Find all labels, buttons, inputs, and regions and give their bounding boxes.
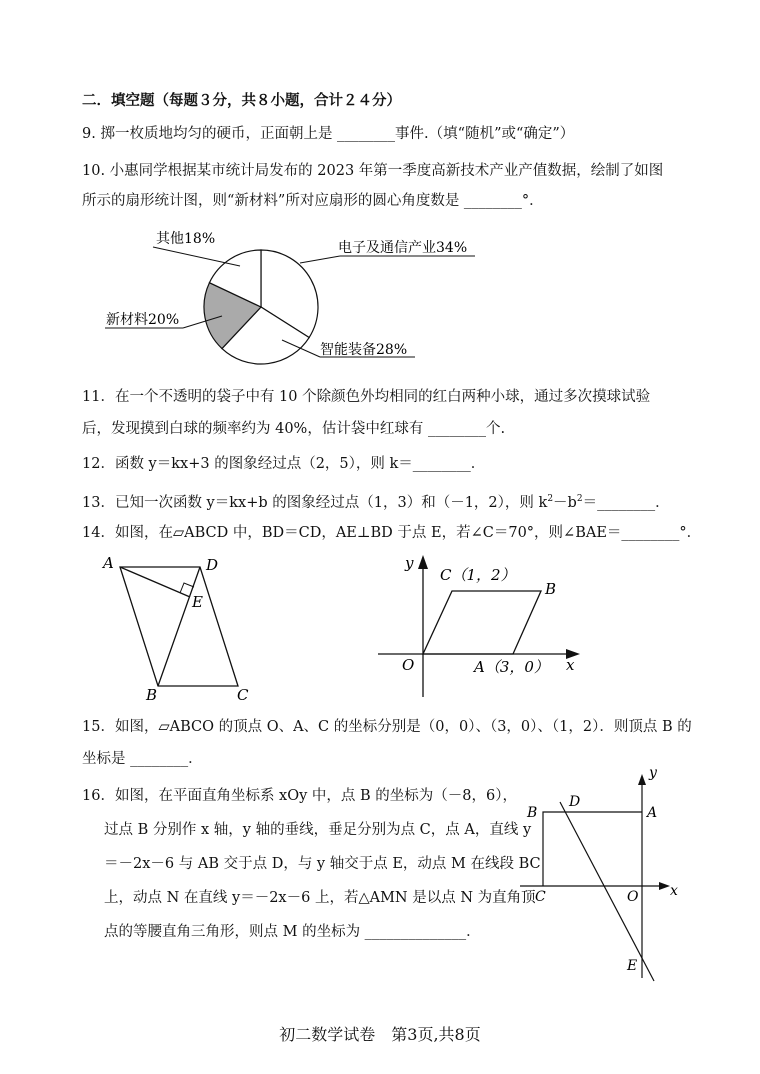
label-y: y (649, 765, 657, 781)
label-a: A (647, 805, 658, 821)
pie-label-materials: 新材料20% (106, 312, 180, 328)
x-axis-arrow (659, 882, 670, 890)
leader-line-other (153, 247, 240, 266)
figure-14 (101, 554, 249, 704)
label-c: C (237, 686, 249, 704)
question-14: 14．如图，在▱ABCD 中，BD＝CD，AE⊥BD 于点 E，若∠C＝70°，则∠BAE＝________°． (82, 525, 702, 541)
label-b: B (146, 686, 158, 704)
label-o: O (627, 889, 639, 905)
question-13: 13．已知一次函数 y＝kx+b 的图象经过点（1，3）和（－1，2），则 $k^2-b^2=\_\_\_\_\_\_\_\_$． (82, 494, 670, 511)
question-12: 12．函数 y＝kx+3 的图象经过点（2，5），则 k＝________． (82, 456, 486, 472)
rectangle-boac (543, 812, 642, 886)
label-y: y (405, 554, 414, 572)
question-16-line-4: 上，动点 N 在直线 y＝－2x－6 上，若△AMN 是以点 N 为直角顶 (104, 890, 536, 906)
label-x: x (566, 656, 575, 674)
y-axis-arrow (638, 774, 646, 785)
leader-line-electronics (300, 256, 340, 263)
question-11-line-1: 11．在一个不透明的袋子中有 10 个除颜色外均相同的红白两种小球，通过多次摸球试验 (82, 389, 651, 405)
pie-label-electronics: 电子及通信产业34% (338, 240, 468, 256)
label-o: O (402, 656, 415, 674)
question-15-line-1: 15．如图，▱ABCO 的顶点 O、A、C 的坐标分别是（0，0）、（3，0）、（1，2）．则顶点 B 的 (82, 719, 692, 735)
parallelogram-abco (423, 591, 541, 654)
segment-ae (120, 567, 190, 597)
question-10-line-2: 所示的扇形统计图，则“新材料”所对应扇形的圆心角度数是 ________°． (82, 193, 544, 209)
label-x: x (670, 883, 678, 899)
section-heading: 二．填空题（每题３分，共８小题，合计２４分） (82, 92, 401, 109)
label-d: D (569, 794, 581, 810)
label-b: B (545, 580, 557, 598)
label-d: D (206, 556, 219, 574)
figure-15 (378, 554, 580, 697)
label-c: C (535, 889, 546, 905)
pie-chart (204, 250, 318, 364)
question-16-line-1: 16．如图，在平面直角坐标系 xOy 中，点 B 的坐标为（－8，6）， (82, 788, 517, 804)
page-footer: 初二数学试卷 第3页,共8页 (279, 1025, 481, 1044)
question-11-line-2: 后，发现摸到白球的频率约为 40%，估计袋中红球有 ________个. (82, 421, 506, 437)
label-a: A (103, 554, 114, 572)
label-e: E (627, 958, 638, 974)
question-15-line-2: 坐标是 ________． (82, 751, 203, 767)
segment-bd (158, 567, 200, 686)
y-axis-arrow (418, 555, 428, 569)
label-b: B (527, 805, 538, 821)
pie-label-equipment: 智能装备28% (320, 342, 408, 358)
label-a-coord: A（3，0） (474, 658, 549, 676)
pie-label-other: 其他18% (156, 231, 216, 247)
question-9: 9. 掷一枚质地均匀的硬币，正面朝上是 ________事件.（填“随机”或“确定”） (82, 126, 575, 142)
label-e: E (192, 593, 203, 611)
label-c-coord: C（1，2） (440, 566, 516, 584)
question-16-line-5: 点的等腰直角三角形，则点 M 的坐标为 ______________． (104, 924, 481, 940)
question-16-line-2: 过点 B 分别作 x 轴，y 轴的垂线，垂足分别为点 C，点 A，直线 y (104, 822, 532, 838)
question-16-line-3: ＝－2x－6 与 AB 交于点 D，与 y 轴交于点 E，动点 M 在线段 BC (104, 856, 541, 872)
question-10-line-1: 10. 小惠同学根据某市统计局发布的 2023 年第一季度高新技术产业产值数据，绘制了如图 (82, 163, 664, 179)
figure-16 (520, 765, 678, 981)
line-y-eq-neg2x-6 (560, 802, 654, 981)
